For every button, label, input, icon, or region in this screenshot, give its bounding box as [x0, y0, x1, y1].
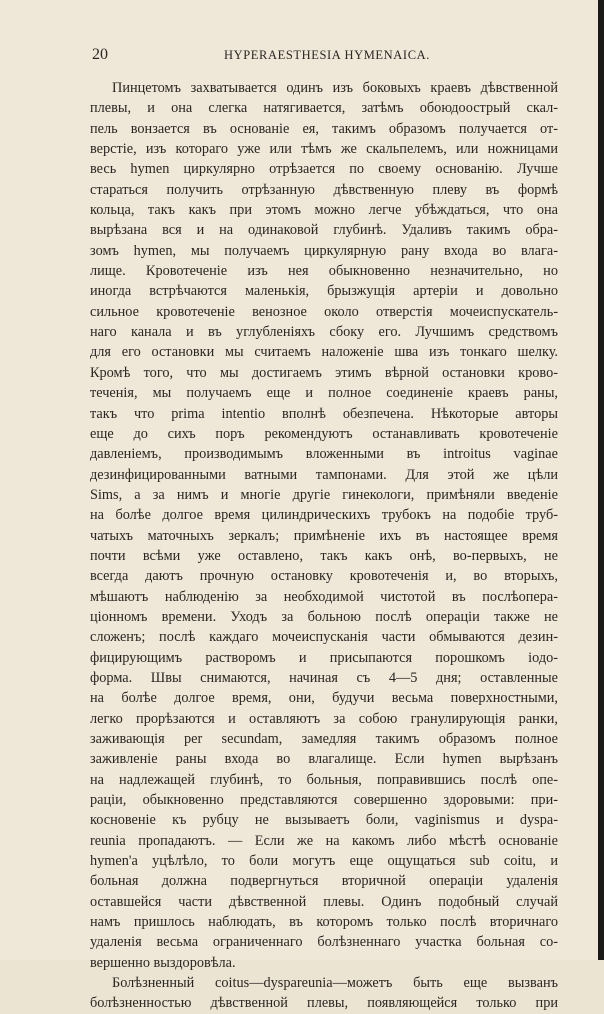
text-line: ціонномъ времени. Уходъ за больною послѣ операціи также не [90, 608, 558, 625]
text-line: оставшейся части дѣвственной плевы. Одинъ подобный случай [90, 893, 558, 910]
text-line: пель вонзается въ основаніе ея, такимъ образомъ получается от- [90, 120, 558, 137]
text-line: фицирующимъ растворомъ и присыпаются порошкомъ іодо- [90, 649, 558, 666]
running-title: HYPERAESTHESIA HYMENAICA. [224, 48, 430, 62]
text-line: раціи, обыкновенно представляются совершенно здоровыми: при- [90, 792, 558, 809]
text-line: вырѣзана вся и на одинаковой глубинѣ. Удаливъ такимъ обра- [90, 222, 558, 239]
text-line: кольца, такъ какъ при этомъ можно легче убѣждаться, что она [90, 202, 558, 219]
text-line: чатыхъ маточныхъ зеркалъ; примѣненіе ихъ въ настоящее время [90, 527, 558, 544]
text-line: весь hymen циркулярно отрѣзается по своему основанію. Лучше [90, 161, 558, 178]
text-line: на надлежащей глубинѣ, то больныя, поправившись послѣ опе- [90, 771, 558, 788]
text-line: такъ что prima intentio вполнѣ обезпечена. Нѣкоторые авторы [90, 405, 558, 422]
text-line: Пинцетомъ захватывается одинъ изъ боковыхъ краевъ дѣвственной [112, 80, 558, 96]
text-line: больная должна подвергнуться вторичной операціи удаленія [90, 873, 558, 890]
text-line: плевы, и она слегка натягивается, затѣмъ обоюдоострый скал- [90, 100, 558, 117]
text-line: наго канала и въ углубленіяхъ сбоку его. Лучшимъ средствомъ [90, 324, 558, 341]
page-edge-shadow [598, 0, 604, 960]
text-line: болѣзненностью дѣвственной плевы, появляющейся только при [90, 995, 558, 1012]
paragraph [90, 78, 558, 973]
text-line: давленіемъ, производимымъ вложенными въ introitus vaginae [90, 446, 558, 463]
text-line: Болѣзненный coitus—dyspareunia—можетъ быть еще вызванъ [112, 975, 558, 992]
text-line: hymen'а уцѣлѣло, то боли могутъ еще ощущаться sub coitu, и [90, 853, 558, 870]
text-line: Кромѣ того, что мы достигаемъ этимъ вѣрной остановки крово- [90, 364, 558, 381]
text-line: дезинфицированными ватными тампонами. Для этой же цѣли [90, 466, 558, 483]
text-line: заживающія per secundam, замедляя такимъ образомъ полное [90, 731, 558, 747]
text-line: зомъ hymen, мы получаемъ циркулярную рану входа во влага- [90, 242, 558, 259]
text-line: сложенъ; послѣ каждаго мочеиспусканія части обмываются дезин- [90, 629, 558, 646]
text-line: легко прорѣзаются и оставляютъ за собою гранулирующія ранки, [90, 710, 558, 727]
text-line: лище. Кровотеченіе изъ нея обыкновенно незначительно, но [90, 263, 558, 280]
text-line: теченія, мы получаемъ еще и полное соединеніе краевъ раны, [90, 385, 558, 402]
text-line: для его остановки мы считаемъ наложеніе шва изъ тонкаго шелку. [90, 344, 558, 361]
text-line: всегда даютъ прочную остановку кровотеченія и, во вторыхъ, [90, 568, 558, 585]
text-line: косновеніе къ рубцу не вызываетъ боли, vaginismus и dyspa- [90, 812, 558, 829]
text-line: на болѣе долгое время, они, будучи весьма поверхностными, [90, 690, 558, 707]
text-line: почти всѣми уже оставлено, такъ какъ онѣ, во-первыхъ, не [90, 547, 558, 564]
page-header [92, 46, 556, 66]
page-number: 20 [92, 46, 108, 63]
text-line: еще до сихъ поръ рекомендуютъ останавливать кровотеченіе [90, 425, 558, 442]
text-line: иногда встрѣчаются маленькія, брызжущія артеріи и довольно [90, 283, 558, 300]
body-text [90, 78, 558, 1014]
text-line: стараться получить отрѣзанную дѣвственную плеву въ формѣ [90, 181, 558, 198]
text-line: вершенно выздоровѣла. [90, 954, 236, 971]
paragraph [90, 973, 558, 1014]
text-line: форма. Швы снимаются, начиная съ 4—5 дня; оставленные [90, 669, 558, 686]
text-line: удаленія весьма ограниченнаго болѣзненнаго участка больная со- [90, 934, 558, 951]
text-line: сильное кровотеченіе венозное около отверстія мочеиспускатель- [90, 303, 558, 320]
text-line: на болѣе долгое время цилиндрическихъ трубокъ на подобіе труб- [90, 507, 558, 524]
text-line: заживленіе раны входа во влагалище. Если hymen вырѣзанъ [90, 751, 558, 768]
text-line: Sims, а за нимъ и многіе другіе гинекологи, примѣняли введеніе [90, 486, 558, 503]
text-line: мѣшаютъ наблюденію за необходимой чистотой въ послѣопера- [90, 588, 558, 605]
text-line: верстіе, изъ котораго уже или тѣмъ же скальпелемъ, или ножницами [90, 141, 558, 158]
text-line: намъ пришлось наблюдать, въ которомъ только послѣ вторичнаго [90, 914, 558, 931]
text-line: reunia пропадаютъ. — Если же на какомъ либо мѣстѣ основаніе [90, 832, 558, 849]
